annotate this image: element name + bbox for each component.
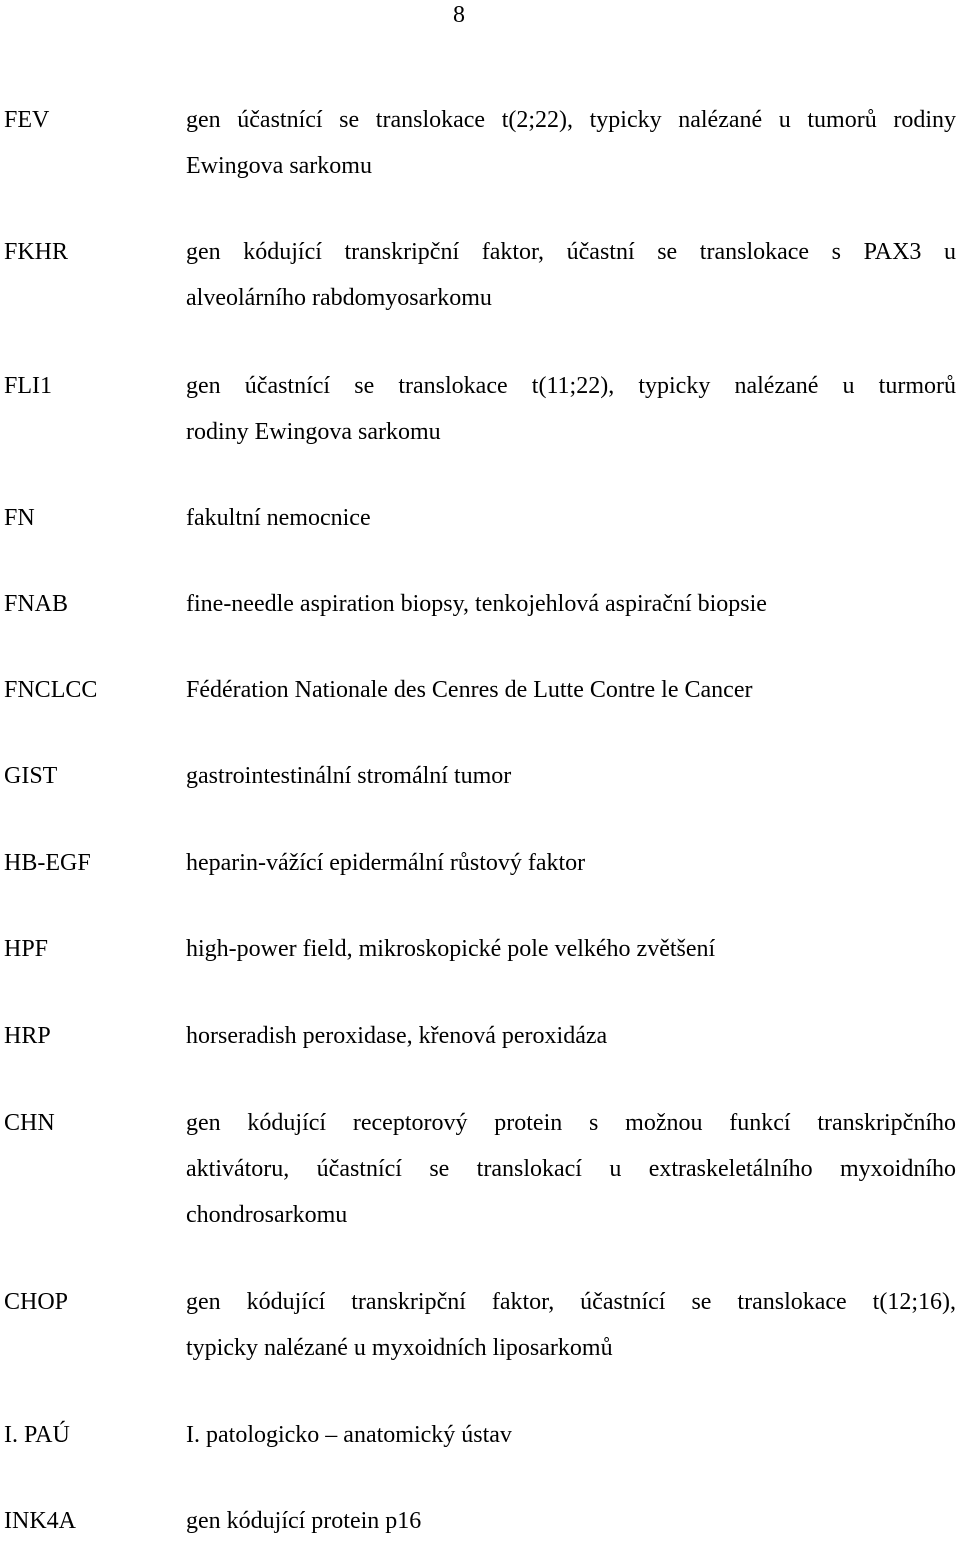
definition: [186, 229, 956, 321]
abbreviation: HRP: [4, 1023, 51, 1049]
definition: [186, 581, 956, 627]
definition-line: gen účastnící se translokace t(11;22), typicky nalézané u turmorů: [186, 373, 956, 399]
definition-line: Fédération Nationale des Cenres de Lutte Contre le Cancer: [186, 677, 753, 703]
abbreviation: I. PAÚ: [4, 1422, 70, 1448]
definition-line: fakultní nemocnice: [186, 505, 371, 531]
abbreviation: HB-EGF: [4, 850, 91, 876]
definition-line: gen kódující receptorový protein s možnou funkcí transkripčního: [186, 1110, 956, 1136]
abbreviation: FN: [4, 505, 35, 531]
abbreviation: FEV: [4, 107, 50, 133]
definition-line: gen kódující transkripční faktor, účastní se translokace s PAX3 u: [186, 239, 956, 265]
definition-line: Ewingova sarkomu: [186, 153, 372, 179]
definition: [186, 840, 956, 886]
abbreviation: GIST: [4, 763, 58, 789]
abbreviation: CHOP: [4, 1289, 69, 1315]
definition-line: fine-needle aspiration biopsy, tenkojehlová aspirační biopsie: [186, 591, 767, 617]
definition: [186, 926, 956, 972]
abbreviation: FNAB: [4, 591, 69, 617]
abbreviation: CHN: [4, 1110, 55, 1136]
abbreviation: FLI1: [4, 373, 52, 399]
definition: [186, 667, 956, 713]
definition: [186, 495, 956, 541]
definition: [186, 753, 956, 799]
definition: [186, 1279, 956, 1371]
definition-line: gen účastnící se translokace t(2;22), typicky nalézané u tumorů rodiny: [186, 107, 956, 133]
definition: [186, 1100, 956, 1238]
definition-line: typicky nalézané u myxoidních liposarkomů: [186, 1335, 613, 1361]
definition-line: gen kódující transkripční faktor, účastnící se translokace t(12;16),: [186, 1289, 956, 1315]
definition-line: gastrointestinální stromální tumor: [186, 763, 512, 789]
definition-line: rodiny Ewingova sarkomu: [186, 419, 441, 445]
definition: [186, 1498, 956, 1544]
definition-line: alveolárního rabdomyosarkomu: [186, 285, 492, 311]
abbreviation: FNCLCC: [4, 677, 98, 703]
definition-line: gen kódující protein p16: [186, 1508, 422, 1534]
definition: [186, 363, 956, 455]
definition-line: high-power field, mikroskopické pole velkého zvětšení: [186, 936, 716, 962]
definition: [186, 1013, 956, 1059]
page-number: 8: [453, 2, 465, 28]
abbreviation: HPF: [4, 936, 49, 962]
definition: [186, 1412, 956, 1458]
definition: [186, 97, 956, 189]
definition-line: I. patologicko – anatomický ústav: [186, 1422, 512, 1448]
abbreviation: INK4A: [4, 1508, 76, 1534]
abbreviation: FKHR: [4, 239, 69, 265]
definition-line: chondrosarkomu: [186, 1202, 348, 1228]
definition-line: heparin-vážící epidermální růstový faktor: [186, 850, 586, 876]
definition-line: horseradish peroxidase, křenová peroxidáza: [186, 1023, 608, 1049]
definition-line: aktivátoru, účastnící se translokací u extraskeletálního myxoidního: [186, 1156, 956, 1182]
